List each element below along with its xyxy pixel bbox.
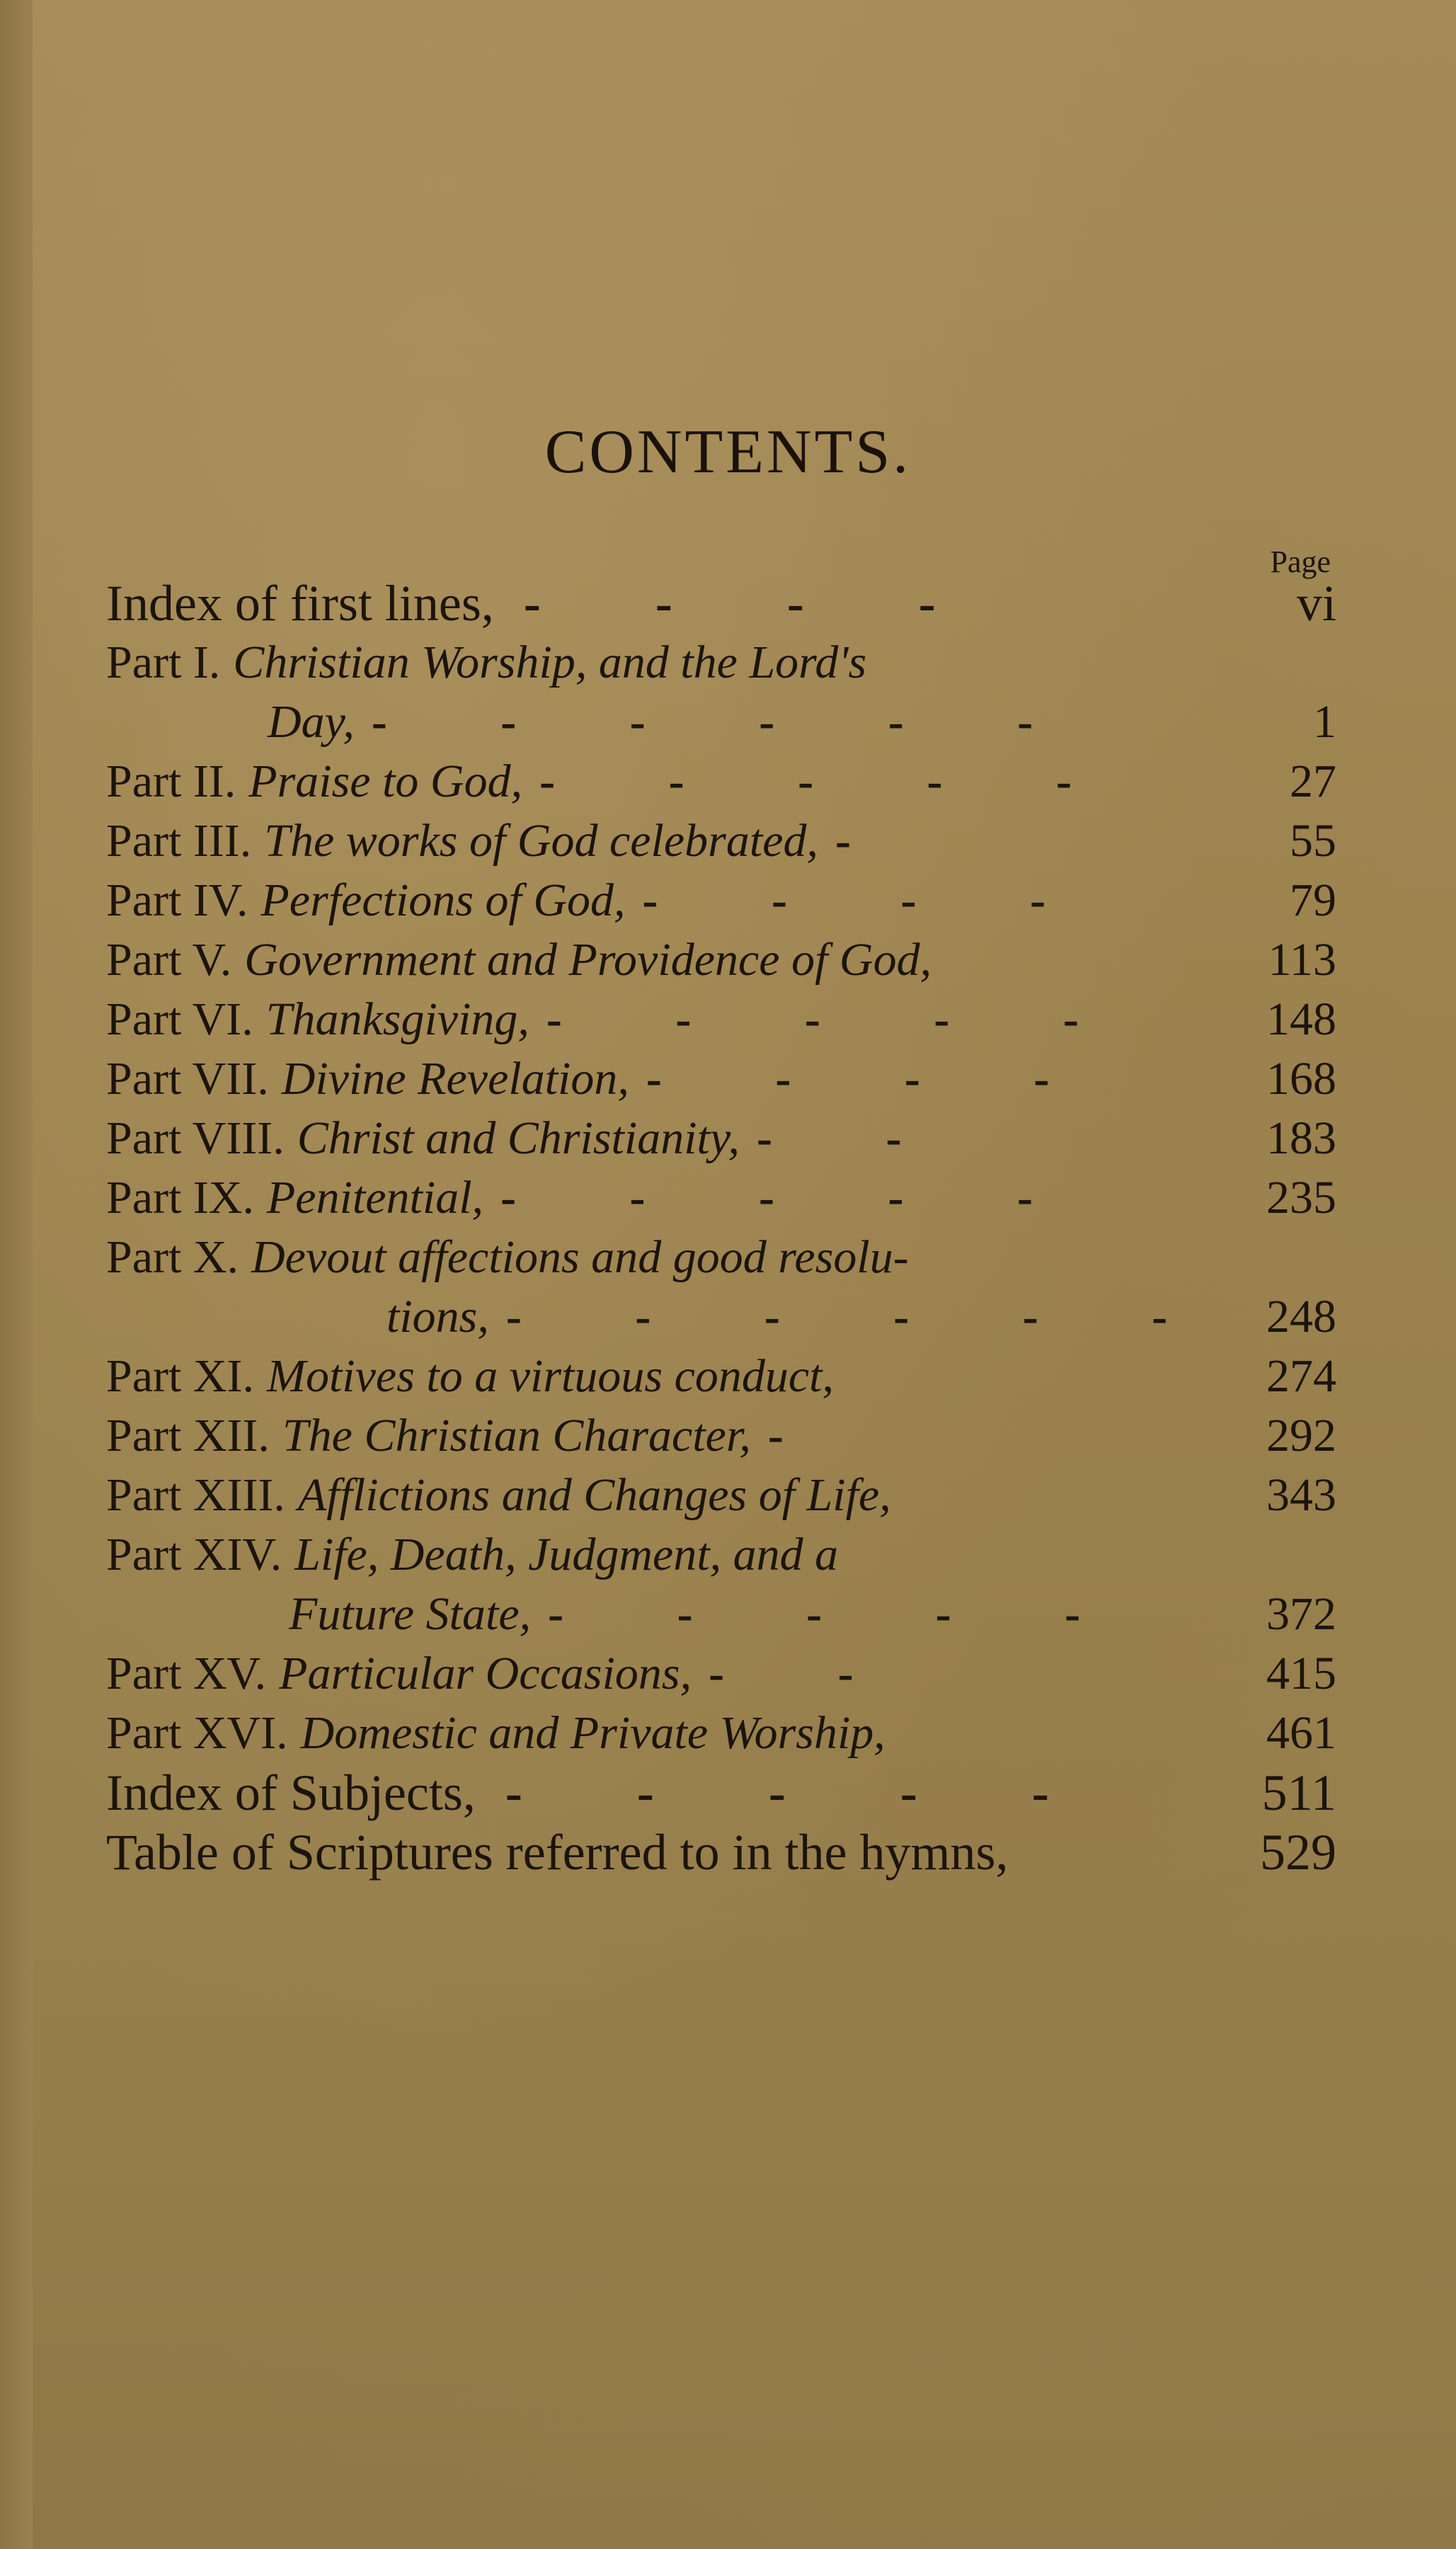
- toc-entry-leader: - - - -: [642, 874, 1096, 926]
- toc-entry: [106, 1168, 1336, 1228]
- toc-entry-title: Motives to a virtuous conduct,: [266, 1350, 834, 1402]
- toc-entry-title: tions,: [386, 1291, 489, 1342]
- toc-entry-title: Afflictions and Changes of Life,: [297, 1469, 891, 1521]
- toc-entry-title: Perfections of God,: [260, 874, 626, 926]
- page-left-edge: [0, 0, 33, 2549]
- toc-entry-page: 529: [1260, 1824, 1336, 1881]
- toc-entry-page: 248: [1266, 1291, 1336, 1342]
- toc-entry-title: Life, Death, Judgment, and a: [294, 1529, 839, 1580]
- toc-entry: [106, 1823, 1336, 1882]
- toc-entry-label: Part III.: [106, 815, 252, 867]
- toc-entry-label: Part II.: [106, 755, 236, 807]
- toc-entry-leader: - - - - - -: [505, 1291, 1219, 1342]
- toc-entry-label: Table of Scriptures referred to in the hymns,: [106, 1824, 1009, 1881]
- toc-entry: [106, 633, 1336, 692]
- toc-entry-label: Part VII.: [106, 1053, 269, 1105]
- toc-entry-label: Part XVI.: [106, 1707, 288, 1759]
- toc-entry-leader: -: [835, 815, 902, 867]
- toc-entry-title: Devout affections and good resolu-: [251, 1231, 909, 1283]
- toc-entry-leader: - - - -: [646, 1053, 1101, 1105]
- toc-entry-page: 55: [1290, 815, 1336, 867]
- toc-entry: [106, 1704, 1336, 1763]
- toc-entry-leader: - - - - -: [548, 1588, 1132, 1640]
- toc-entry-leader: - - - -: [523, 575, 987, 632]
- toc-entry-label: Part XV.: [106, 1648, 267, 1699]
- toc-entry: [106, 1287, 1336, 1347]
- toc-entry-title: Christian Worship, and the Lord's: [233, 637, 867, 688]
- toc-entry-page: 511: [1261, 1764, 1336, 1821]
- page-column-label: Page: [1270, 544, 1331, 579]
- toc-entry-leader: - -: [757, 1112, 953, 1164]
- toc-entry: [106, 1049, 1336, 1109]
- toc-entry-title: Divine Revelation,: [281, 1053, 629, 1105]
- toc-entry: [106, 1228, 1336, 1287]
- toc-entry: [106, 1347, 1336, 1406]
- toc-entry: [106, 574, 1336, 633]
- toc-entry: [106, 990, 1336, 1049]
- toc-entry-title: Government and Providence of God,: [244, 934, 932, 986]
- toc-entry-page: 415: [1266, 1648, 1336, 1699]
- toc-entry: [106, 871, 1336, 930]
- toc-entry-label: Part XII.: [106, 1410, 270, 1461]
- toc-entry-page: vi: [1296, 575, 1336, 632]
- toc-entry: [106, 1466, 1336, 1525]
- toc-entry-title: The Christian Character,: [282, 1410, 751, 1461]
- toc-entry: [106, 752, 1336, 811]
- toc-entry: [106, 1763, 1336, 1823]
- toc-entry-page: 168: [1266, 1053, 1336, 1105]
- toc-entry-title: Thanksgiving,: [265, 993, 529, 1045]
- toc-entry: [106, 811, 1336, 871]
- toc-entry: [106, 1585, 1336, 1644]
- toc-entry-title: Praise to God,: [248, 755, 523, 807]
- toc-entry-label: Index of Subjects,: [106, 1764, 476, 1821]
- toc-entry-title: Christ and Christianity,: [297, 1112, 740, 1164]
- toc-entry-page: 235: [1266, 1172, 1336, 1224]
- toc-entry-title: The works of God celebrated,: [264, 815, 818, 867]
- toc-entry: [106, 1644, 1336, 1704]
- toc-entry-label: Part V.: [106, 934, 232, 986]
- toc-entry-page: 183: [1266, 1112, 1336, 1164]
- toc-entry-page: 79: [1290, 874, 1336, 926]
- toc-entry-label: Part VIII.: [106, 1112, 285, 1164]
- table-of-contents: [106, 574, 1336, 1882]
- toc-entry-leader: - -: [709, 1648, 905, 1699]
- toc-entry: [106, 1406, 1336, 1466]
- toc-entry-label: Index of first lines,: [106, 575, 494, 632]
- toc-entry-label: Part I.: [106, 637, 221, 688]
- toc-entry-title: Day,: [268, 696, 355, 748]
- toc-entry-leader: - - - - -: [539, 755, 1123, 807]
- toc-entry-page: 343: [1266, 1469, 1336, 1521]
- toc-entry-page: 148: [1266, 993, 1336, 1045]
- toc-entry-label: Part X.: [106, 1231, 239, 1283]
- toc-entry-label: Part IX.: [106, 1172, 254, 1224]
- toc-entry-label: Part XI.: [106, 1350, 254, 1402]
- toc-entry-page: 372: [1266, 1588, 1336, 1640]
- toc-entry-label: Part VI.: [106, 993, 253, 1045]
- toc-entry-title: Future State,: [289, 1588, 532, 1640]
- toc-entry-leader: - - - - -: [505, 1764, 1100, 1821]
- toc-entry-leader: -: [767, 1410, 835, 1461]
- toc-entry: [106, 1109, 1336, 1168]
- page-title: CONTENTS.: [544, 418, 912, 486]
- toc-entry-page: 27: [1290, 755, 1336, 807]
- toc-entry-title: Particular Occasions,: [279, 1648, 692, 1699]
- toc-entry-leader: - - - - -: [500, 1172, 1084, 1224]
- toc-entry: [106, 692, 1336, 752]
- toc-entry: [106, 1525, 1336, 1585]
- toc-entry-page: 274: [1266, 1350, 1336, 1402]
- toc-entry: [106, 930, 1336, 990]
- toc-entry-page: 461: [1266, 1707, 1336, 1759]
- toc-entry-label: Part XIV.: [106, 1529, 282, 1580]
- toc-entry-page: 292: [1266, 1410, 1336, 1461]
- toc-entry-page: 113: [1268, 934, 1336, 986]
- toc-entry-page: 1: [1313, 696, 1336, 748]
- toc-entry-leader: - - - - - -: [371, 696, 1084, 748]
- toc-entry-title: Domestic and Private Worship,: [300, 1707, 885, 1759]
- toc-entry-leader: - - - - -: [546, 993, 1130, 1045]
- toc-entry-label: Part IV.: [106, 874, 248, 926]
- toc-entry-label: Part XIII.: [106, 1469, 285, 1521]
- toc-entry-title: Penitential,: [266, 1172, 484, 1224]
